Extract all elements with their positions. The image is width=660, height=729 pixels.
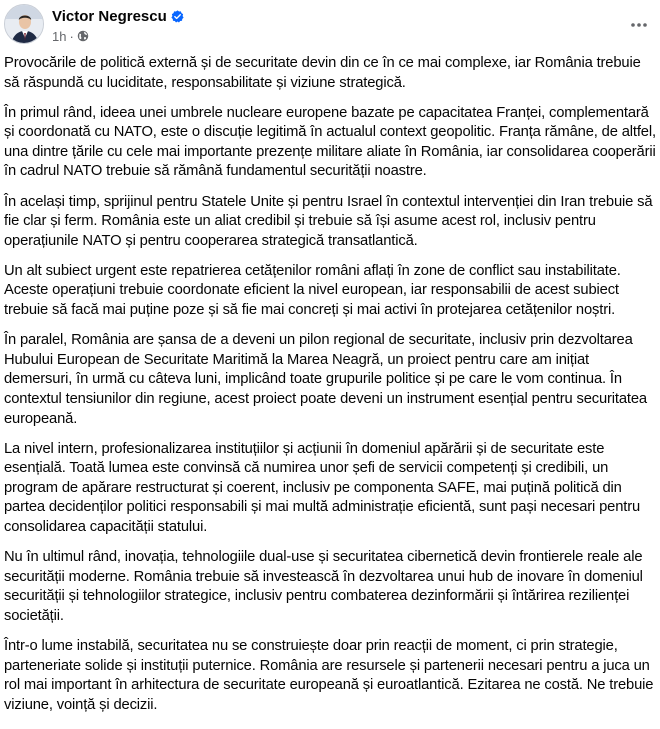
post-timestamp[interactable]: 1h bbox=[52, 28, 67, 44]
post-paragraph-4: Un alt subiect urgent este repatrierea cetățenilor români aflați în zone de conflict sau instabilitate. Aceste operațiuni trebuie coordonate eficient la nivel european, iar responsabilii de acest subiect trebuie să facă mai puține poze și să fie mai concreți și mai activi în protejarea cetățenilor noștri. bbox=[4, 262, 621, 319]
globe-icon[interactable] bbox=[77, 30, 89, 42]
verified-badge-icon bbox=[171, 10, 184, 23]
meta-separator: · bbox=[69, 28, 74, 44]
avatar[interactable] bbox=[4, 4, 44, 44]
author-name[interactable]: Victor Negrescu bbox=[52, 7, 167, 25]
post-body bbox=[4, 54, 656, 726]
more-options-icon bbox=[629, 15, 649, 35]
post-paragraph-3: În același timp, sprijinul pentru Statele Unite și pentru Israel în contextul intervenției din Iran trebuie să fie clar și ferm. România este un aliat credibil și trebuie să își asume acest rol, inclusiv pentru operațiunile NATO și pentru cooperarea strategică transatlantică. bbox=[4, 193, 653, 249]
post-paragraph-1: Provocările de politică externă și de securitate devin din ce în ce mai complexe, iar România trebuie să răspundă cu luciditate, responsabilitate și viziune strategică. bbox=[4, 55, 641, 91]
post-paragraph-8: Într-o lume instabilă, securitatea nu se construiește doar prin reacții de moment, ci prin strategie, parteneriate solide și instituții puternice. România are resursele și partenerii necesari pentru a juca un rol mai important în arhitectura de securitate europeană și euroatlantică. Ezitarea ne costă. Ne trebuie viziune, voință și decizii. bbox=[4, 637, 654, 713]
author-row bbox=[52, 6, 184, 26]
more-options-button[interactable] bbox=[624, 10, 654, 40]
profile-photo bbox=[5, 5, 44, 44]
post-meta bbox=[52, 28, 89, 44]
post-paragraph-5: În paralel, România are șansa de a deveni un pilon regional de securitate, inclusiv prin dezvoltarea Hubului European de Securitate Maritimă la Marea Neagră, un proiect pentru care am inițiat demersuri, în urmă cu câteva luni, implicând toate grupurile politice și pe care le vom continua. În contextul tensiunilor din regiune, acest proiect poate deveni un instrument esențial pentru securitatea europeană. bbox=[4, 332, 647, 427]
post-paragraph-6: La nivel intern, profesionalizarea instituțiilor și acțiunii în domeniul apărării și de securitate este esențială. Toată lumea este convinsă că numirea unor șefi de servicii competenți și credibili, un program de apărare restructurat și coerent, inclusiv pe componenta SAFE, mai puțină politică din partea decidenților politici responsabili și mai multă administrație eficientă, sunt pași necesari pentru consolidarea capacității statului. bbox=[4, 440, 641, 535]
post-paragraph-2: În primul rând, ideea unei umbrele nucleare europene bazate pe capacitatea Franței, complementară și coordonată cu NATO, este o discuție legitimă în actualul context geopolitic. Franța rămâne, de altfel, una dintre țările cu cele mai importante prezențe militare aliate în România, iar consolidarea cooperării în cadrul NATO trebuie să rămână fundamentul securității noastre. bbox=[4, 104, 656, 180]
post-paragraph-7: Nu în ultimul rând, inovația, tehnologiile dual-use și securitatea cibernetică devin frontierele reale ale securității moderne. România trebuie să investească în dezvoltarea unui hub de inovare în domeniul securității și tehnologiilor strategice, inclusiv pentru combaterea dezinformării și întărirea rezilienței societății. bbox=[4, 549, 643, 624]
post-header bbox=[4, 4, 656, 46]
